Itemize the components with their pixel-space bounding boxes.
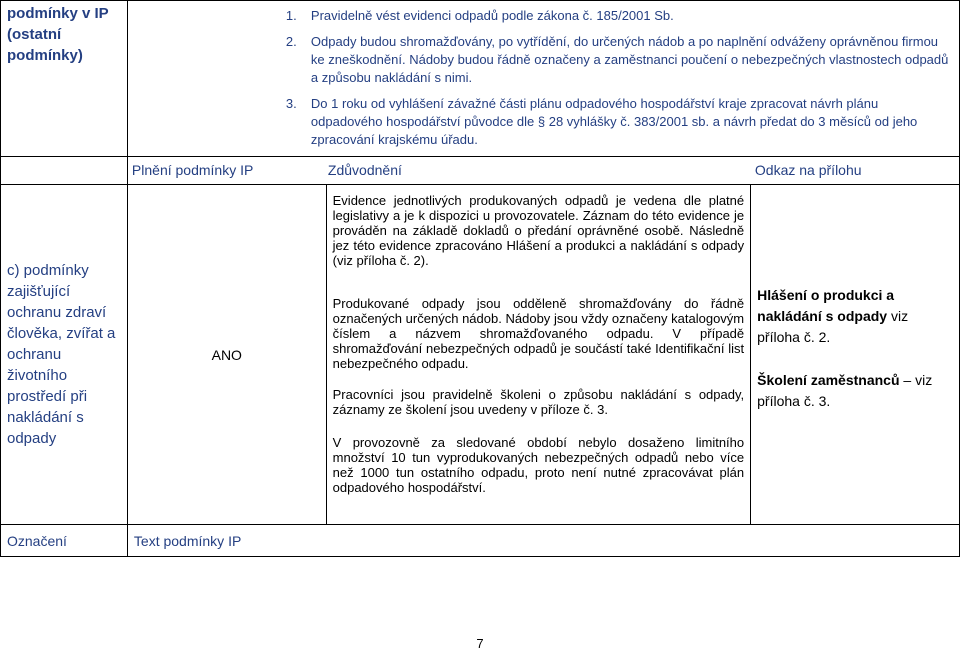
condition-text: Pravidelně vést evidenci odpadů podle zákona č. 185/2001 Sb. xyxy=(310,8,674,23)
condition-number: 2. xyxy=(285,34,297,49)
footer-text: Text podmínky IP xyxy=(133,532,242,549)
odkaz-item-1 xyxy=(757,285,953,348)
header-label-cell xyxy=(1,1,128,157)
page-number: 7 xyxy=(476,636,484,651)
plneni-cell xyxy=(127,185,326,525)
odkaz-cell xyxy=(751,185,960,525)
condition-item-1 xyxy=(283,7,951,25)
section-label: c) podmínky zajišťující ochranu zdraví člověka, zvířat a ochranu životního prostředí při nakládání s odpady xyxy=(7,262,116,447)
footer-oznaceni-cell xyxy=(1,525,128,557)
footer-text-cell xyxy=(127,525,959,557)
condition-number: 1. xyxy=(285,8,297,23)
section-label-cell xyxy=(1,185,128,525)
col-header-plneni: Plnění podmínky IP xyxy=(131,162,254,178)
odkaz-bold: Školení zaměstnanců xyxy=(757,372,900,388)
condition-item-2 xyxy=(283,33,951,87)
odkaz-bold: Hlášení o produkci a nakládání s odpady xyxy=(757,287,895,324)
zduvodneni-paragraph: V provozovně za sledované období nebylo dosaženo limitního množství 10 tun vyprodukovaných nebezpečných odpadů nebo více než 1000 tun ostatního odpadu, proto není nutné zpracovávat plán odpadového hospodářství. xyxy=(332,435,745,495)
condition-number: 3. xyxy=(285,96,297,111)
zduvodneni-paragraph: Produkované odpady jsou odděleně shromažďovány do řádně označených určených nádob. Nádoby jsou vždy označeny katalogovým číslem a názvem shromažďovaného odpadu. V případě shromažďování nebezpečných odpadů je součástí také Identifikační list nebezpečného odpadu. xyxy=(332,296,745,371)
column-headers xyxy=(127,157,959,185)
col-header-zduvodneni: Zdůvodnění xyxy=(327,162,402,178)
odkaz-rest: viz příloha č. 2. xyxy=(757,308,909,345)
zduvodneni-paragraph: Pracovníci jsou pravidelně školeni o způsobu nakládání s odpady, záznamy ze školení jsou uvedeny v příloze č. 3. xyxy=(332,387,745,417)
header-label: podmínky v IP (ostatní podmínky) xyxy=(7,5,109,64)
condition-text: Odpady budou shromažďovány, po vytřídění, do určených nádob a po naplnění odváženy oprávněnou firmou ke zneškodnění. Nádoby budou řádně označeny a zaměstnanci poučení o nebezpečných vlastnostech odpadů a způsobu nakládání s nimi. xyxy=(310,34,949,85)
top-conditions-cell xyxy=(127,1,959,157)
plneni-value: ANO xyxy=(211,346,242,363)
footer-oznaceni: Označení xyxy=(7,532,67,549)
top-conditions-list xyxy=(128,1,959,153)
condition-text: Do 1 roku od vyhlášení závažné části plánu odpadového hospodářství kraje zpracovat návrh plánu odpadového hospodářství původce dle § 28 vyhlášky č. 383/2001 sb. a návrh předat do 3 měsíců od jeho zpracování krajskému úřadu. xyxy=(310,96,918,147)
empty-cell xyxy=(1,157,128,185)
zduvodneni-cell xyxy=(326,185,751,525)
zduvodneni-paragraph: Evidence jednotlivých produkovaných odpadů je vedena dle platné legislativy a je k dispozici u provozovatele. Záznam do této evidence je prováděn na základě dokladů o předání oprávněné osobě. Následně jez této evidence zpracováno Hlášení a produkci a nakládání s odpady (viz příloha č. 2). xyxy=(332,193,745,268)
col-header-odkaz: Odkaz na přílohu xyxy=(754,162,862,178)
condition-item-3 xyxy=(283,95,951,149)
odkaz-rest: – viz příloha č. 3. xyxy=(757,372,933,409)
odkaz-item-2 xyxy=(757,370,953,412)
